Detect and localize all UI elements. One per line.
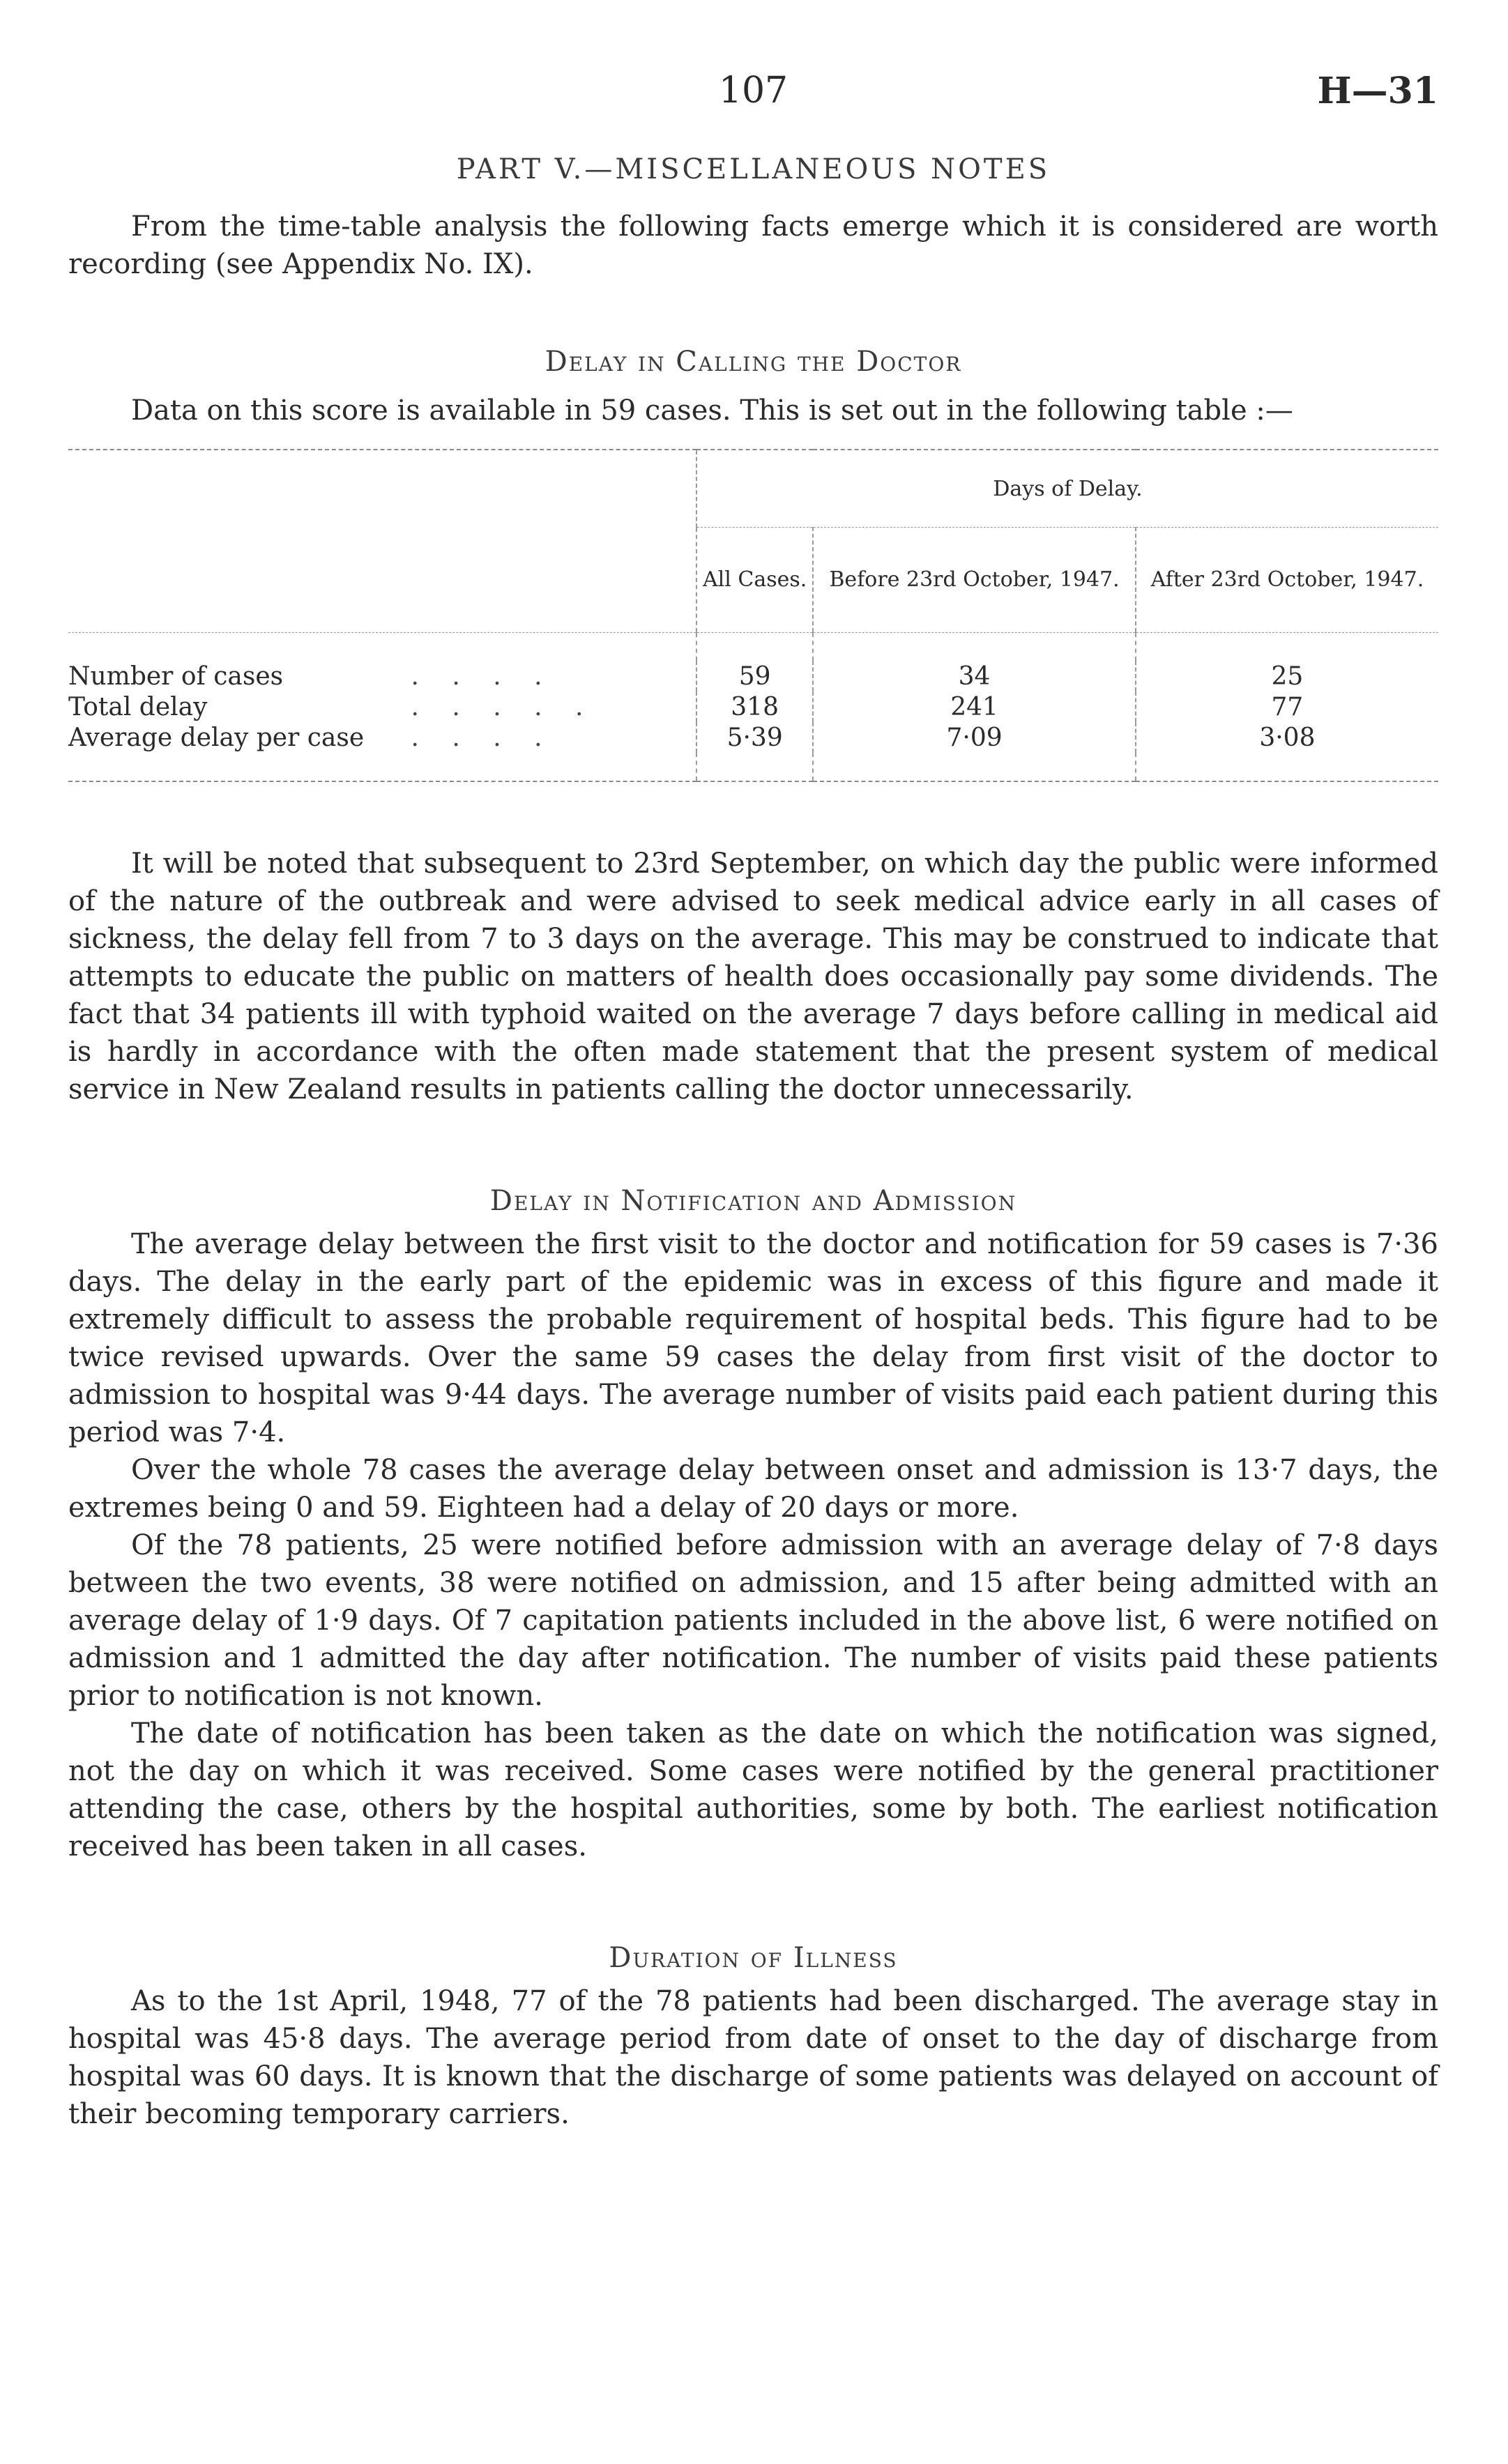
- row-label: Average delay per case: [68, 723, 365, 752]
- delay-table: [68, 449, 1438, 782]
- row-label: Number of cases: [68, 661, 284, 691]
- leader-dots: . . . .: [411, 723, 555, 752]
- table-cell: 5·39: [696, 722, 813, 753]
- table-column-header: All Cases.: [696, 528, 813, 633]
- part-title: PART V.—MISCELLANEOUS NOTES: [456, 153, 1051, 185]
- table-lead-paragraph: Data on this score is available in 59 cases. This is set out in the following table :—: [131, 395, 1293, 427]
- leader-dots: . . . . .: [411, 692, 596, 721]
- row-label: Total delay: [68, 692, 208, 721]
- table-cell: 77: [1136, 691, 1438, 722]
- section-heading-notification-admission: Delay in Notification and Admission: [489, 1185, 1017, 1217]
- intro-paragraph: From the time-table analysis the following facts emerge which it is considered are worth recording (see Appendix No. IX).: [68, 211, 1438, 280]
- page-header: [68, 70, 1438, 125]
- table-cell: 59: [696, 661, 813, 691]
- document-page: [68, 70, 1438, 2133]
- section2-paragraph: The date of notification has been taken as the date on which the notification was signed, not the day on which it was received. Some cases were notified by the general practitioner attending the case, others by the hospital authorities, some by both. The earliest notification received has been taken in all cases.: [68, 1717, 1438, 1862]
- document-reference: H—31: [1317, 70, 1438, 112]
- section2-paragraph: Of the 78 patients, 25 were notified before admission with an average delay of 7·8 days between the two events, 38 were notified on admission, and 15 after being admitted with an average delay of 1·9 days. Of 7 capitation patients included in the above list, 6 were notified on admission and 1 admitted the day after notification. The number of visits paid these patients prior to notification is not known.: [68, 1529, 1438, 1712]
- table-cell: 241: [813, 691, 1136, 722]
- table-column-header: After 23rd October, 1947.: [1136, 528, 1438, 633]
- table-row: [68, 661, 1438, 691]
- section2-paragraph: The average delay between the first visit to the doctor and notification for 59 cases is 7·36 days. The delay in the early part of the epidemic was in excess of this figure and made it extremely difficult to assess the probable requirement of hospital beds. This figure had to be twice revised upwards. Over the same 59 cases the delay from first visit of the doctor to admission to hospital was 9·44 days. The average number of visits paid each patient during this period was 7·4.: [68, 1228, 1438, 1448]
- table-cell: 7·09: [813, 722, 1136, 753]
- table-row: [68, 691, 1438, 722]
- leader-dots: . . . .: [411, 661, 555, 691]
- table-cell: 25: [1136, 661, 1438, 691]
- table-cell: 318: [696, 691, 813, 722]
- table-row: [68, 722, 1438, 753]
- table-cell: 3·08: [1136, 722, 1438, 753]
- section-heading-duration-illness: Duration of Illness: [609, 1942, 898, 1974]
- section1-body-paragraph: It will be noted that subsequent to 23rd September, on which day the public were informed of the nature of the outbreak and were advised to seek medical advice early in all cases of sickness, the delay fell from 7 to 3 days on the average. This may be construed to indicate that attempts to educate the public on matters of health does occasionally pay some dividends. The fact that 34 patients ill with typhoid waited on the average 7 days before calling in medical aid is hardly in accordance with the often made statement that the present system of medical service in New Zealand results in patients calling the doctor unnecessarily.: [68, 848, 1438, 1105]
- page-number: 107: [718, 70, 789, 112]
- section-heading-delay-calling: Delay in Calling the Doctor: [544, 346, 962, 378]
- table-column-header: Before 23rd October, 1947.: [813, 528, 1136, 633]
- table-cell: 34: [813, 661, 1136, 691]
- table-group-header: Days of Delay.: [696, 450, 1438, 528]
- section3-body-paragraph: As to the 1st April, 1948, 77 of the 78 patients had been discharged. The average stay in hospital was 45·8 days. The average period from date of onset to the day of discharge from hospital was 60 days. It is known that the discharge of some patients was delayed on account of their becoming temporary carriers.: [68, 1985, 1438, 2130]
- section2-paragraph: Over the whole 78 cases the average delay between onset and admission is 13·7 days, the extremes being 0 and 59. Eighteen had a delay of 20 days or more.: [68, 1454, 1438, 1524]
